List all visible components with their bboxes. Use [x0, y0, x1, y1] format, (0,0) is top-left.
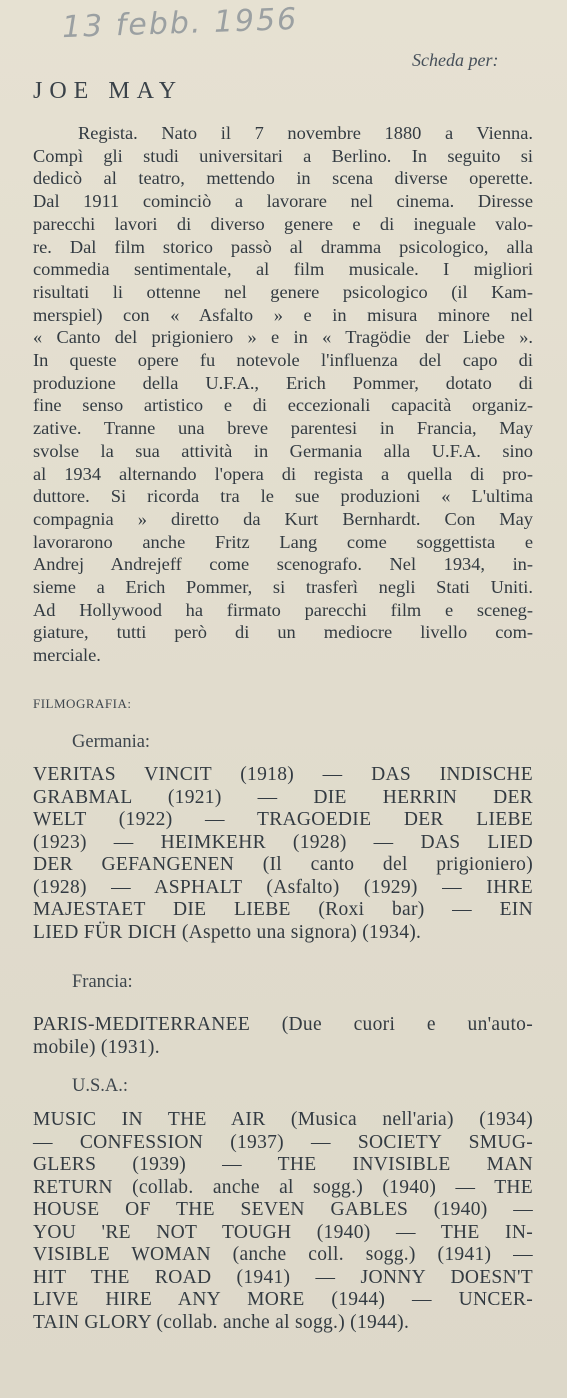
person-name: JOE MAY [33, 78, 184, 104]
biography-line: In queste opere fu notevole l'influenza del capo di [33, 350, 533, 371]
biography [33, 122, 533, 667]
biography-line: zative. Tranne una breve parentesi in Francia, May [33, 418, 533, 439]
biography-line: « Canto del prigioniero » e in « Tragödie der Liebe ». [33, 327, 533, 348]
filmography-line: YOU 'RE NOT TOUGH (1940) — THE IN- [33, 1221, 533, 1243]
filmography-germany [33, 764, 533, 944]
filmography-line: HIT THE ROAD (1941) — JONNY DOESN'T [33, 1266, 533, 1288]
biography-line: lavorarono anche Fritz Lang come soggettista e [33, 531, 533, 552]
filmography-line: TAIN GLORY (collab. anche al sogg.) (1944). [33, 1311, 410, 1333]
biography-line: giature, tutti però di un mediocre livello com- [33, 622, 533, 643]
filmography-line: (1928) — ASPHALT (Asfalto) (1929) — IHRE [33, 876, 533, 898]
biography-line: Compì gli studi universitari a Berlino. In seguito si [33, 145, 533, 166]
biography-line: re. Dal film storico passò al dramma psicologico, alla [33, 236, 533, 257]
biography-line: risultati li ottenne nel genere psicologico (il Kam- [33, 281, 533, 302]
biography-line: produzione della U.F.A., Erich Pommer, dotato di [33, 372, 533, 393]
filmography-line: PARIS-MEDITERRANEE (Due cuori e un'auto- [33, 1014, 533, 1035]
filmography-line: VISIBLE WOMAN (anche coll. sogg.) (1941) — [33, 1244, 533, 1265]
filmography-line: GRABMAL (1921) — DIE HERRIN DER [33, 786, 533, 808]
biography-line: parecchi lavori di diverso genere e di ineguale valo- [33, 213, 533, 234]
filmography-line: MAJESTAET DIE LIEBE (Roxi bar) — EIN [33, 899, 533, 920]
filmography-line: VERITAS VINCIT (1918) — DAS INDISCHE [33, 764, 533, 785]
country-usa: U.S.A.: [72, 1076, 129, 1096]
filmography-line: — CONFESSION (1937) — SOCIETY SMUG- [33, 1131, 533, 1153]
biography-line: sieme a Erich Pommer, si trasferì negli Stati Uniti. [33, 577, 533, 598]
filmography-france [33, 1014, 533, 1059]
country-germany: Germania: [72, 732, 151, 752]
biography-line: al 1934 alternando l'opera di regista a quella di pro- [33, 463, 533, 484]
handwritten-date: 13 febb. 1956 [61, 1, 299, 46]
biography-line: duttore. Si ricorda tra le sue produzioni « L'ultima [33, 486, 533, 507]
country-france: Francia: [72, 972, 133, 992]
filmography-line: (1923) — HEIMKEHR (1928) — DAS LIED [33, 831, 533, 853]
filmography-line: LIED FÜR DICH (Aspetto una signora) (1934). [33, 921, 422, 943]
filmography-line: DER GEFANGENEN (Il canto del prigioniero) [33, 854, 533, 875]
filmography-line: HOUSE OF THE SEVEN GABLES (1940) — [33, 1199, 533, 1220]
biography-line: fine senso artistico e di eccezionali capacità organiz- [33, 395, 533, 416]
biography-line: Ad Hollywood ha firmato parecchi film e sceneg- [33, 599, 533, 620]
filmography-usa [33, 1109, 533, 1334]
biography-line: Dal 1911 cominciò a lavorare nel cinema. Diresse [33, 191, 533, 212]
filmography-line: mobile) (1931). [33, 1036, 160, 1058]
biography-line: Andrej Andrejeff come scenografo. Nel 1934, in- [33, 554, 533, 575]
biography-line: compagnia » diretto da Kurt Bernhardt. Con May [33, 508, 533, 529]
biography-line: commedia sentimentale, al film musicale. I migliori [33, 259, 533, 280]
filmography-line: MUSIC IN THE AIR (Musica nell'aria) (1934) [33, 1109, 533, 1130]
filmography-line: RETURN (collab. anche al sogg.) (1940) — THE [33, 1176, 533, 1198]
biography-line: Regista. Nato il 7 novembre 1880 a Vienna. [78, 123, 533, 143]
filmography-line: GLERS (1939) — THE INVISIBLE MAN [33, 1154, 533, 1175]
filmography-line: LIVE HIRE ANY MORE (1944) — UNCER- [33, 1289, 533, 1310]
biography-line: merspiel) con « Asfalto » e in misura minore nel [33, 304, 533, 325]
filmography-label: FILMOGRAFIA: [33, 696, 132, 711]
biography-line: svolse la sua attività in Germania alla U.F.A. sino [33, 440, 533, 461]
biography-line: merciale. [33, 645, 101, 666]
biography-line: dedicò al teatro, mettendo in scena diverse operette. [33, 168, 533, 189]
header-label: Scheda per: [412, 50, 499, 70]
filmography-line: WELT (1922) — TRAGOEDIE DER LIEBE [33, 809, 533, 830]
